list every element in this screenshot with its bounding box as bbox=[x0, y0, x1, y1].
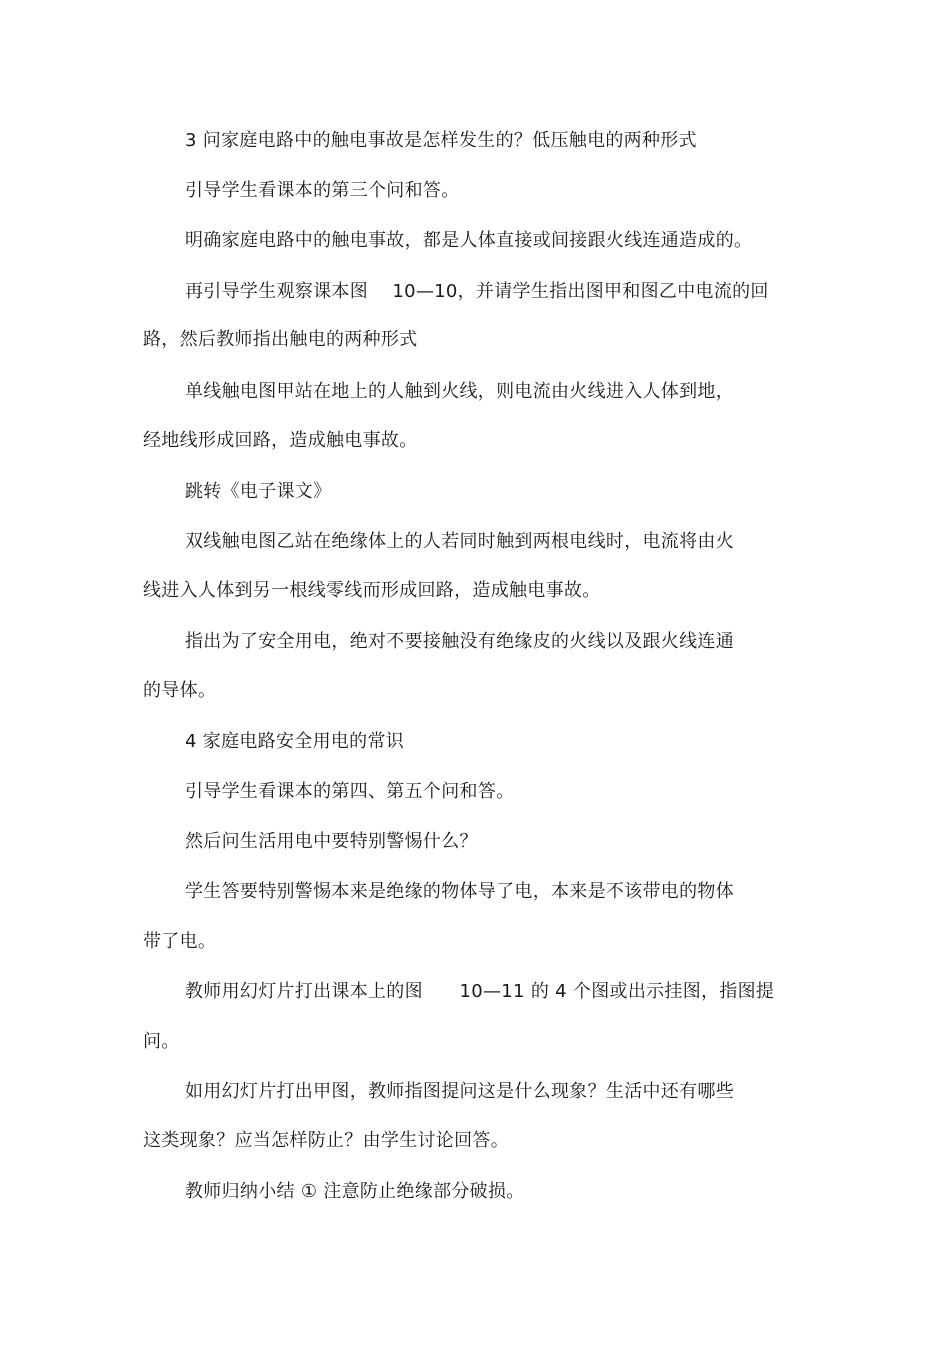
paragraph-line: 如用幻灯片打出甲图，教师指图提问这是什么现象？生活中还有哪些 bbox=[185, 1081, 734, 1102]
paragraph-line: 引导学生看课本的第四、第五个问和答。 bbox=[185, 781, 515, 802]
paragraph-line: 教师用幻灯片打出课本上的图 10—11 的 4 个图或出示挂图，指图提 bbox=[185, 981, 775, 1002]
paragraph-line: 再引导学生观察课本图 10—10，并请学生指出图甲和图乙中电流的回 bbox=[185, 281, 769, 302]
paragraph-line: 带了电。 bbox=[143, 931, 217, 952]
paragraph-line: 单线触电图甲站在地上的人触到火线，则电流由火线进入人体到地， bbox=[185, 381, 734, 402]
paragraph-line: 引导学生看课本的第三个问和答。 bbox=[185, 180, 460, 201]
paragraph-line: 问。 bbox=[143, 1031, 180, 1052]
jump-link[interactable]: 跳转《电子课文》 bbox=[185, 481, 332, 502]
paragraph-line: 线进入人体到另一根线零线而形成回路，造成触电事故。 bbox=[143, 580, 601, 601]
paragraph-line: 双线触电图乙站在绝缘体上的人若同时触到两根电线时，电流将由火 bbox=[185, 531, 734, 552]
paragraph-line: 经地线形成回路，造成触电事故。 bbox=[143, 430, 418, 451]
paragraph-line: 学生答要特别警惕本来是绝缘的物体导了电，本来是不该带电的物体 bbox=[185, 881, 734, 902]
paragraph-line: 教师归纳小结 ① 注意防止绝缘部分破损。 bbox=[185, 1181, 525, 1202]
paragraph-line: 的导体。 bbox=[143, 680, 217, 701]
section-heading: 4 家庭电路安全用电的常识 bbox=[185, 731, 405, 752]
paragraph-line: 指出为了安全用电，绝对不要接触没有绝缘皮的火线以及跟火线连通 bbox=[185, 631, 734, 652]
paragraph-line: 明确家庭电路中的触电事故，都是人体直接或间接跟火线连通造成的。 bbox=[185, 230, 753, 251]
paragraph-line: 然后问生活用电中要特别警惕什么？ bbox=[185, 831, 478, 852]
paragraph-line: 这类现象？应当怎样防止？由学生讨论回答。 bbox=[143, 1130, 509, 1151]
paragraph-line: 路，然后教师指出触电的两种形式 bbox=[143, 329, 418, 350]
paragraph-line: 3 问家庭电路中的触电事故是怎样发生的？低压触电的两种形式 bbox=[185, 130, 697, 151]
